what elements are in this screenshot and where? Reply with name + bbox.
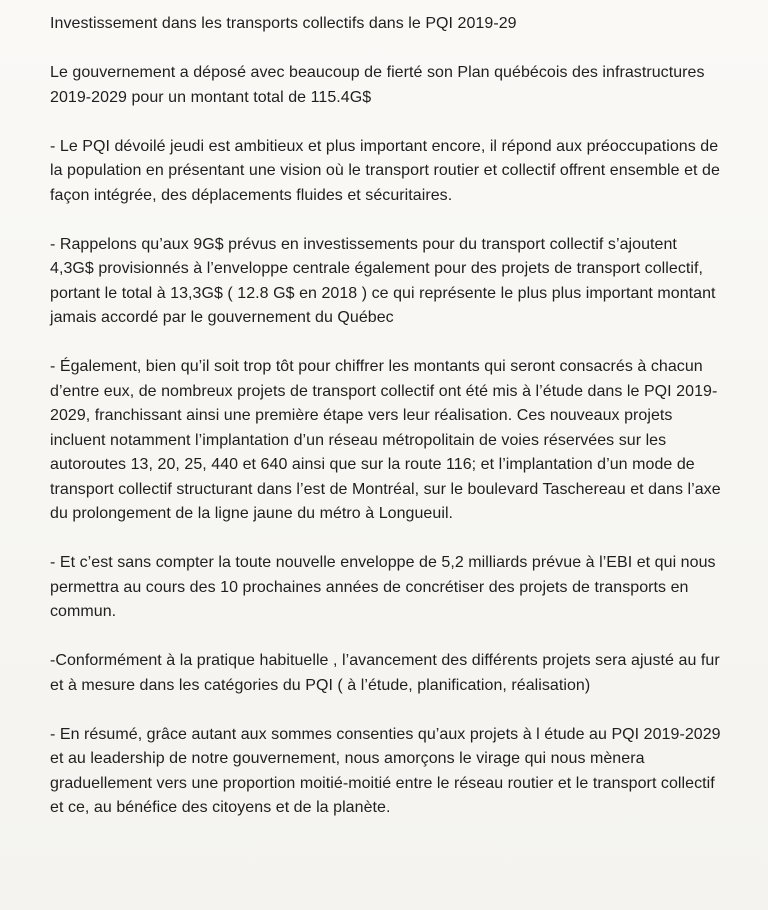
note-paragraph-intro: Le gouvernement a déposé avec beaucoup de fierté son Plan québécois des infrastructures 2019-2029 pour un montant total de 115.4G$	[50, 64, 705, 106]
note-paragraph-vision: - Le PQI dévoilé jeudi est ambitieux et plus important encore, il répond aux préoccupations de la population en présentant une vision où le transport routier et collectif offrent ensemble et de façon intégrée, des déplacements fluides et sécuritaires.	[50, 137, 720, 204]
note-paragraph-ebi: - Et c’est sans compter la toute nouvelle enveloppe de 5,2 milliards prévue à l’EBI et qui nous permettra au cours des 10 prochaines années de concrétiser des projets de transports en commun.	[50, 554, 716, 620]
note-paragraph-projects: - Également, bien qu’il soit trop tôt pour chiffrer les montants qui seront consacrés à chacun d’entre eux, de nombreux projets de transport collectif ont été mis à l’étude dans le PQI 2019-2029, franchissant ainsi une première étape vers leur réalisation. Ces nouveaux projets incluent notamment l’implantation d’un réseau métropolitain de voies réservées sur les autoroutes 13, 20, 25, 440 et 640 ainsi que sur la route 116; et l’implantation d’un mode de transport collectif structurant dans l’est de Montréal, sur le boulevard Taschereau et dans l’axe du prolongement de la ligne jaune du métro à Longueuil.	[50, 358, 721, 522]
note-paragraph-summary: - En résumé, grâce autant aux sommes consenties qu’aux projets à l étude au PQI 2019-2029 et au leadership de notre gouvernement, nous amorçons le virage qui nous mènera graduellement vers une proportion moitié-moitié entre le réseau routier et le transport collectif et ce, au bénéfice des citoyens et de la planète.	[50, 725, 721, 816]
note-paragraph-practice: -Conformément à la pratique habituelle , l’avancement des différents projets sera ajusté au fur et à mesure dans les catégories du PQI ( à l’étude, planification, réalisation)	[50, 652, 720, 694]
note-paragraph-funding: - Rappelons qu’aux 9G$ prévus en investissements pour du transport collectif s’ajoutent 4,3G$ provisionnés à l’enveloppe centrale également pour des projets de transport collectif, portant le total à 13,3G$ ( 12.8 G$ en 2018 ) ce qui représente le plus plus important montant jamais accordé par le gouvernement du Québec	[50, 235, 716, 326]
note-title: Investissement dans les transports collectifs dans le PQI 2019-29	[50, 15, 517, 32]
